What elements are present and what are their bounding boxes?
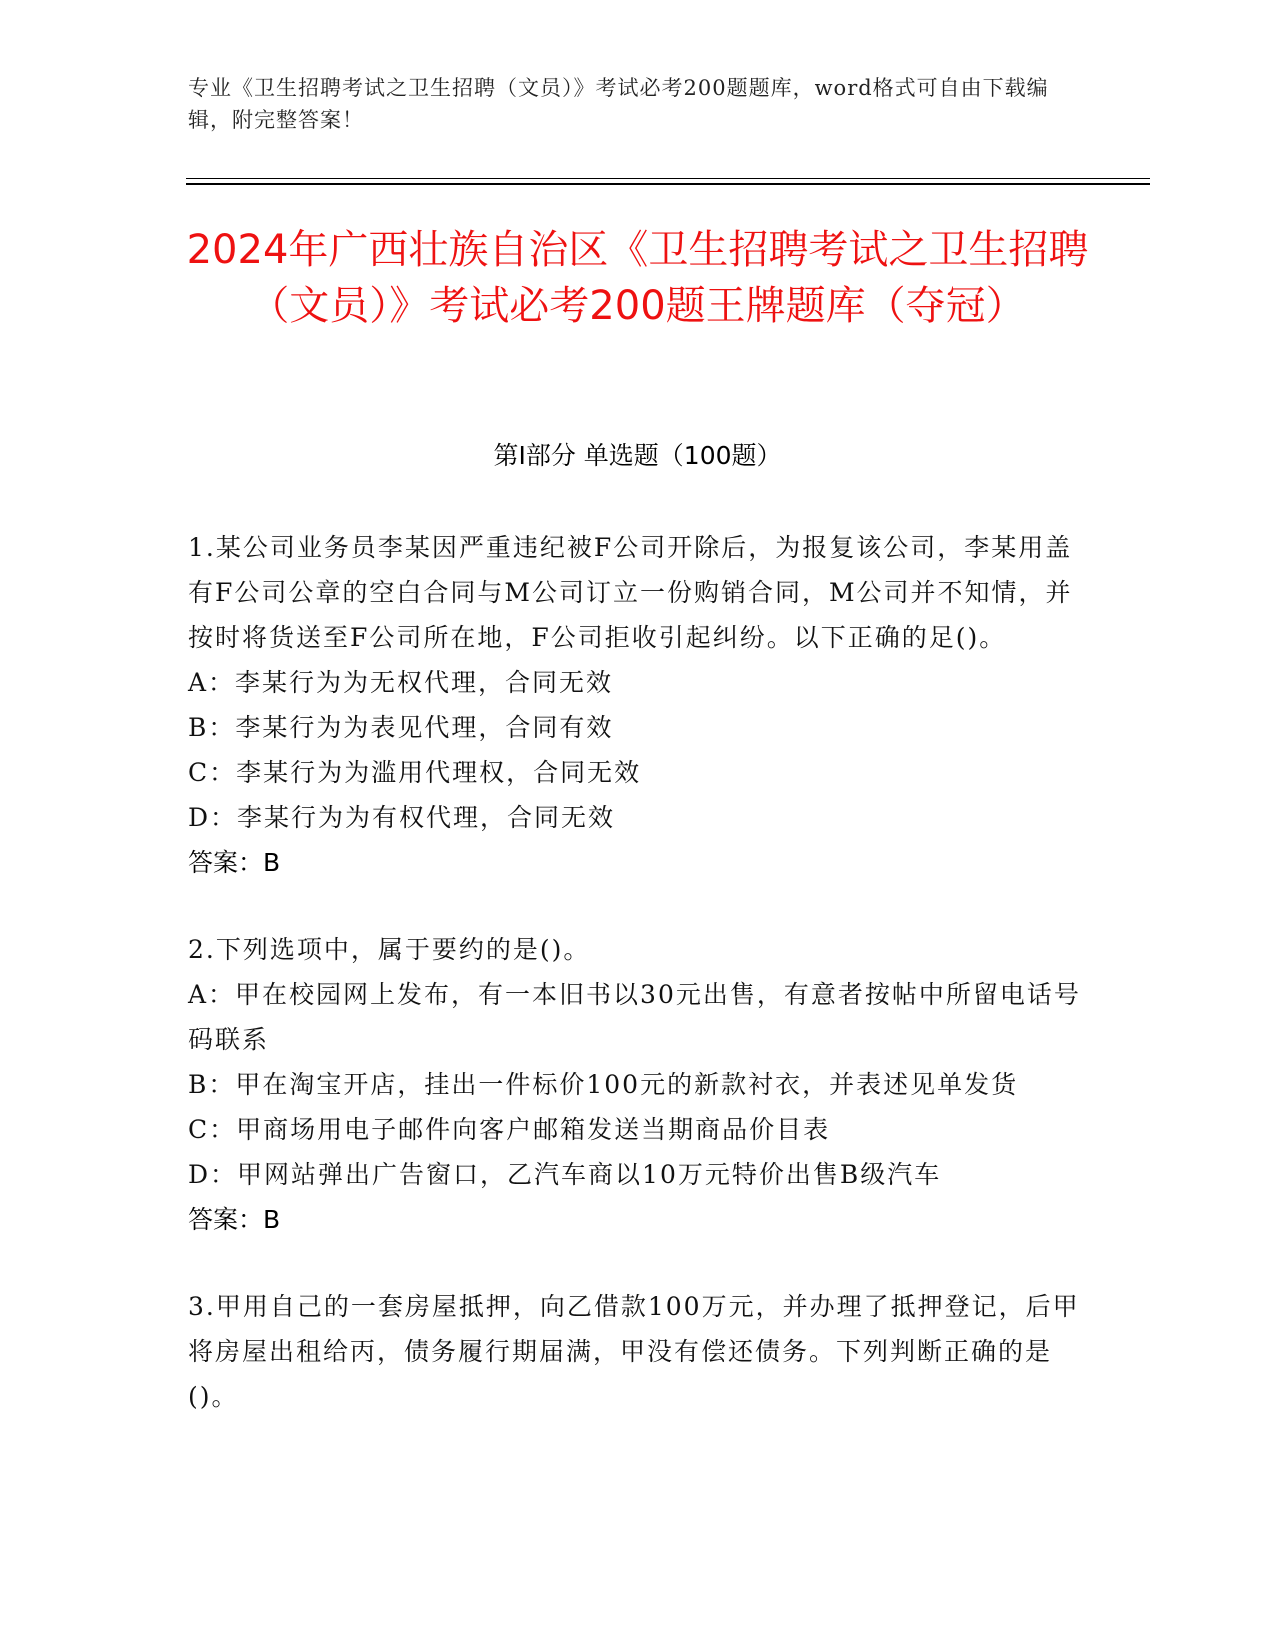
question-1-option-a: A：李某行为为无权代理，合同无效 [188,668,614,697]
question-2-option-c: C：甲商场用电子邮件向客户邮箱发送当期商品价目表 [188,1115,831,1144]
document-title: 2024年广西壮族自治区《卫生招聘考试之卫生招聘（文员）》考试必考200题王牌题库（夺冠） [186,227,1089,329]
question-2-answer: 答案：B [188,1205,281,1234]
question-1 [188,525,1088,885]
question-2 [188,927,1088,1242]
question-2-option-d: D：甲网站弹出广告窗口，乙汽车商以10万元特价出售B级汽车 [188,1160,942,1189]
question-list [188,525,1088,1461]
question-2-text: 2.下列选项中，属于要约的是()。 [188,935,591,964]
section-title: 第Ⅰ部分 单选题（100题） [493,441,782,470]
question-2-option-b: B：甲在淘宝开店，挂出一件标价100元的新款衬衣，并表述见单发货 [188,1070,1019,1099]
question-3-text: 3.甲用自己的一套房屋抵押，向乙借款100万元，并办理了抵押登记，后甲将房屋出租给丙，债务履行期届满，甲没有偿还债务。下列判断正确的是()。 [188,1292,1080,1411]
question-1-text: 1.某公司业务员李某因严重违纪被F公司开除后，为报复该公司，李某用盖有F公司公章的空白合同与M公司订立一份购销合同，M公司并不知情，并按时将货送至F公司所在地，F公司拒收引起纠纷。以下正确的足()。 [188,533,1073,652]
question-1-option-c: C：李某行为为滥用代理权，合同无效 [188,758,642,787]
question-1-option-b: B：李某行为为表见代理，合同有效 [188,713,614,742]
header-divider-thin [186,178,1150,179]
question-2-option-a: A：甲在校园网上发布，有一本旧书以30元出售，有意者按帖中所留电话号码联系 [188,980,1081,1054]
question-1-option-d: D：李某行为为有权代理，合同无效 [188,803,616,832]
question-3 [188,1284,1088,1419]
header-divider-thick [186,183,1150,185]
header-note: 专业《卫生招聘考试之卫生招聘（文员）》考试必考200题题库，word格式可自由下载编辑，附完整答案！ [188,76,1049,132]
question-1-answer: 答案：B [188,848,281,877]
